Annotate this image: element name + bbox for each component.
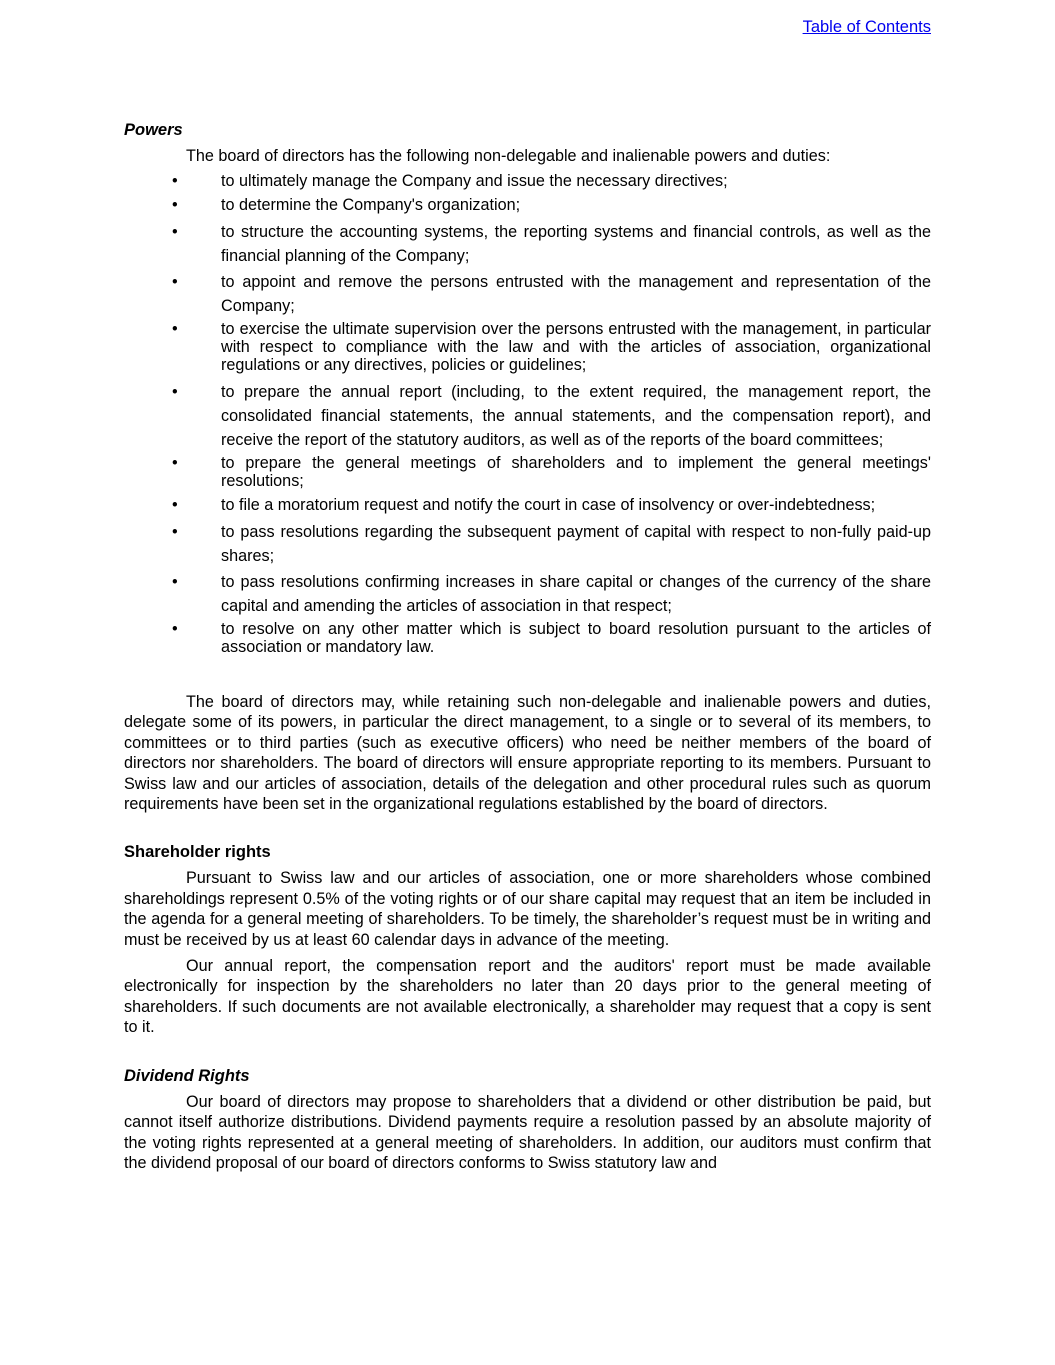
- list-item: • to file a moratorium request and notify the court in case of insolvency or over-indebtedness;: [172, 496, 876, 514]
- bullet-icon: •: [172, 523, 178, 541]
- section-heading-powers: Powers: [124, 121, 183, 139]
- powers-intro: The board of directors has the following non-delegable and inalienable powers and duties:: [186, 147, 831, 165]
- bullet-icon: •: [172, 172, 178, 190]
- section-heading-shareholder-rights: Shareholder rights: [124, 843, 271, 862]
- delegation-paragraph: The board of directors may, while retaining such non-delegable and inalienable powers and duties, delegate some of its powers, in particular the direct management, to a single or to several of its members, to committees or to third parties (such as executive officers) who need be neither members of the board of directors nor shareholders. The board of directors will ensure appropriate reporting to its members. Pursuant to Swiss law and our articles of association, details of the delegation and other procedural rules such as quorum requirements have been set in the organizational regulations established by the board of directors.: [124, 693, 931, 814]
- table-of-contents-link[interactable]: Table of Contents: [802, 18, 931, 36]
- powers-list: [124, 172, 931, 656]
- bullet-icon: •: [172, 320, 178, 338]
- bullet-icon: •: [172, 496, 178, 514]
- list-item: • to determine the Company's organization;: [172, 196, 521, 214]
- list-item: • to pass resolutions confirming increases in share capital or changes of the currency of the share capital and amending the articles of association in that respect;: [124, 570, 931, 618]
- list-item: • to pass resolutions regarding the subsequent payment of capital with respect to non-fully paid-up shares;: [124, 520, 931, 568]
- list-item: • to ultimately manage the Company and issue the necessary directives;: [172, 172, 728, 190]
- bullet-icon: •: [172, 383, 178, 401]
- list-item: • to prepare the annual report (including, to the extent required, the management report, the consolidated financial statements, the annual statements, and the compensation report), and receive the report of the statutory auditors, as well as of the reports of the board committees;: [124, 380, 931, 452]
- document-page: [124, 120, 931, 1173]
- bullet-icon: •: [172, 454, 178, 472]
- list-item: • to prepare the general meetings of shareholders and to implement the general meetings' resolutions;: [172, 454, 931, 490]
- section-heading-dividend-rights: Dividend Rights: [124, 1066, 250, 1085]
- bullet-icon: •: [172, 573, 178, 591]
- shareholder-rights-paragraph-1: Pursuant to Swiss law and our articles of association, one or more shareholders whose combined shareholdings represent 0.5% of the voting rights or of our share capital may request that an item be included in the agenda for a general meeting of shareholders. To be timely, the shareholder’s request must be in writing and must be received by us at least 60 calendar days in advance of the meeting.: [124, 869, 931, 949]
- list-item: • to appoint and remove the persons entrusted with the management and representation of the Company;: [124, 270, 931, 318]
- bullet-icon: •: [172, 223, 178, 241]
- bullet-icon: •: [172, 196, 178, 214]
- list-item: • to resolve on any other matter which is subject to board resolution pursuant to the articles of association or mandatory law.: [172, 620, 931, 656]
- list-item: • to structure the accounting systems, the reporting systems and financial controls, as well as the financial planning of the Company;: [124, 220, 931, 268]
- bullet-icon: •: [172, 620, 178, 638]
- list-item: • to exercise the ultimate supervision over the persons entrusted with the management, in particular with respect to compliance with the law and with the articles of association, organizational regulations or any directives, policies or guidelines;: [172, 320, 931, 374]
- shareholder-rights-paragraph-2: Our annual report, the compensation report and the auditors' report must be made available electronically for inspection by the shareholders no later than 20 days prior to the general meeting of shareholders. If such documents are not available electronically, a shareholder may request that a copy is sent to it.: [124, 957, 931, 1037]
- dividend-rights-paragraph: Our board of directors may propose to shareholders that a dividend or other distribution be paid, but cannot itself authorize distributions. Dividend payments require a resolution passed by an absolute majority of the voting rights represented at a general meeting of shareholders. In addition, our auditors must confirm that the dividend proposal of our board of directors conforms to Swiss statutory law and: [124, 1092, 931, 1172]
- bullet-icon: •: [172, 273, 178, 291]
